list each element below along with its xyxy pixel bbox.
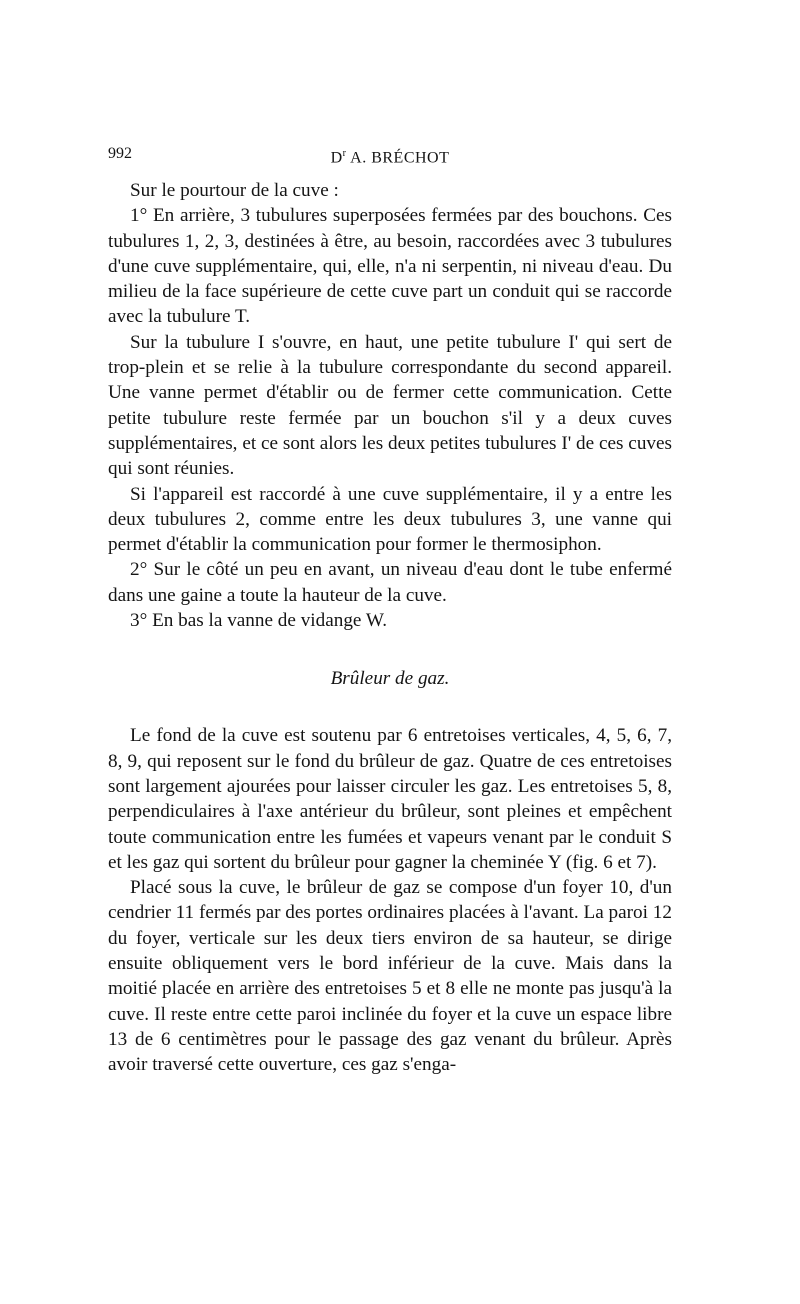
paragraph: 2° Sur le côté un peu en avant, un niveau d'eau dont le tube enfermé dans une gaine a toute la hauteur de la cuve. [108,559,672,606]
paragraph: Placé sous la cuve, le brûleur de gaz se compose d'un foyer 10, d'un cendrier 11 fermés par des portes ordinaires placées à l'avant. La paroi 12 du foyer, verticale sur les deux tiers environ de sa hauteur, se dirige ensuite obliquement vers le bord inférieur de la cuve. Mais dans la moitié placée en arrière des entretoises 5 et 8 elle ne monte pas jusqu'à la cuve. Il reste entre cette paroi inclinée du foyer et la cuve un espace libre 13 de 6 centimètres pour le passage des gaz venant du brûleur. Après avoir traversé cette ouverture, ces gaz s'enga- [108,877,672,1076]
author-prefix: D [330,149,343,167]
body-text [108,178,672,1078]
paragraph: Si l'appareil est raccordé à une cuve supplémentaire, il y a entre les deux tubulures 2, comme entre les deux tubulures 3, une vanne qui permet d'établir la communication pour former le thermosiphon. [108,483,672,556]
book-page [108,140,672,1078]
running-head-author [108,140,672,172]
paragraph: 1° En arrière, 3 tubulures superposées fermées par des bouchons. Ces tubulures 1, 2, 3, destinées à être, au besoin, raccordées avec 3 tubulures d'une cuve supplémentaire, qui, elle, n'a ni serpentin, ni niveau d'eau. Du milieu de la face supérieure de cette cuve part un conduit qui se raccorde avec la tubulure T. [108,205,672,328]
author-name: A. BRÉCHOT [350,149,450,167]
running-head [108,140,672,168]
paragraph: Le fond de la cuve est soutenu par 6 entretoises verticales, 4, 5, 6, 7, 8, 9, qui reposent sur le fond du brûleur de gaz. Quatre de ces entretoises sont largement ajourées pour laisser circuler les gaz. Les entretoises 5, 8, perpendiculaires à l'axe antérieur du brûleur, sont pleines et empêchent toute communication entre les fumées et vapeurs venant par le conduit S et les gaz qui sortent du brûleur pour gagner la cheminée Y (fig. 6 et 7). [108,725,672,873]
section-title: Brûleur de gaz. [330,668,450,690]
author-prefix-superscript: r [342,148,347,159]
paragraph: Sur le pourtour de la cuve : [130,180,339,201]
paragraph: 3° En bas la vanne de vidange W. [130,610,388,632]
page-number: 992 [108,145,132,162]
paragraph: Sur la tubulure I s'ouvre, en haut, une petite tubulure I' qui sert de trop-plein et se relie à la tubulure correspondante du second appareil. Une vanne permet d'établir ou de fermer cette communication. Cette petite tubulure reste fermée par un bouchon s'il y a deux cuves supplémentaires, et ce sont alors les deux petites tubulures I' de ces cuves qui sont réunies. [108,331,672,480]
